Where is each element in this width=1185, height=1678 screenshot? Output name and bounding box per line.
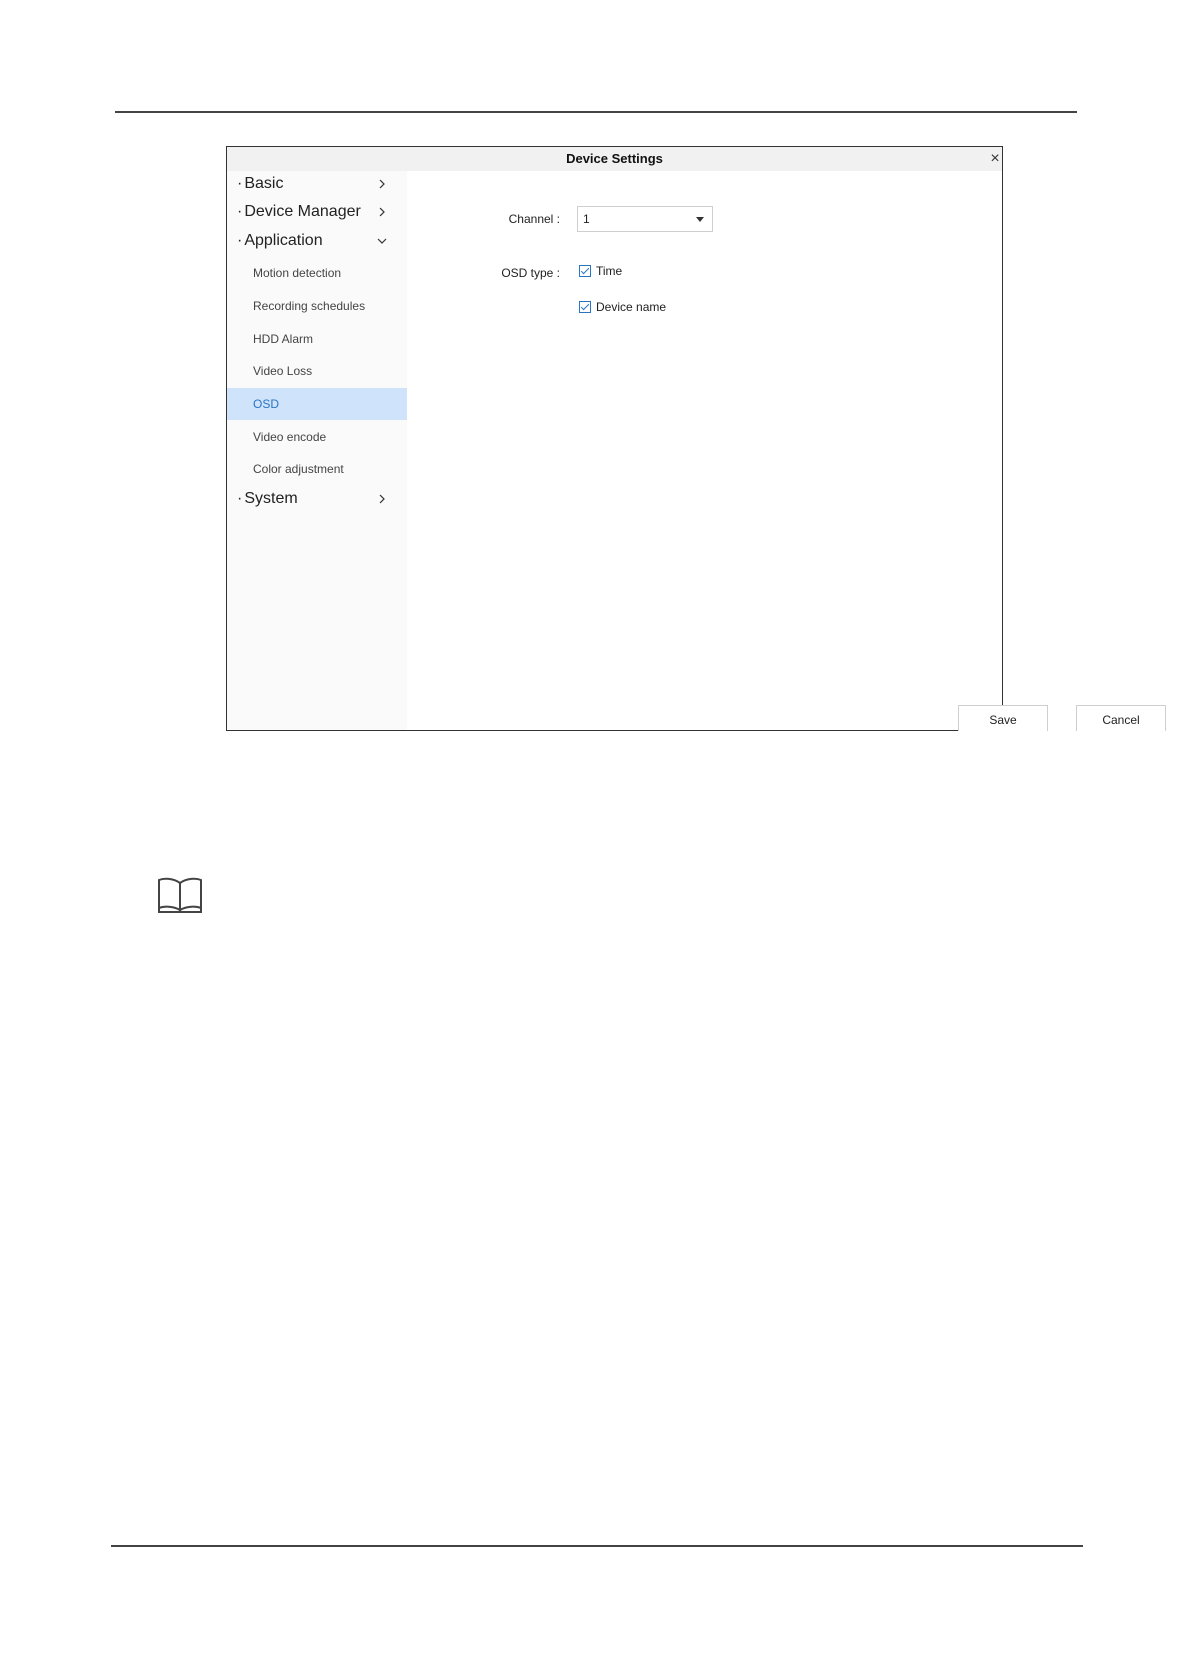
dialog-header	[227, 147, 1002, 171]
channel-select[interactable]	[577, 206, 713, 232]
device-name-checkbox[interactable]	[579, 301, 591, 313]
sidebar-group-label: Application	[244, 232, 323, 249]
dialog-title: Device Settings	[566, 151, 663, 166]
time-checkbox-label: Time	[596, 264, 623, 278]
channel-label: Channel :	[508, 212, 560, 226]
chevron-down-icon	[377, 236, 387, 246]
sidebar-group-system[interactable]: · System	[237, 490, 397, 512]
sidebar-item-motion-detection[interactable]: Motion detection	[253, 266, 342, 280]
osd-option-device-name	[579, 300, 666, 316]
sidebar-group-label: System	[244, 490, 298, 507]
sidebar-group-basic[interactable]: · Basic	[237, 175, 397, 197]
sidebar-item-hdd-alarm[interactable]: HDD Alarm	[253, 332, 314, 346]
save-button[interactable]: Save	[958, 705, 1048, 731]
sidebar-group-application[interactable]: · Application	[237, 232, 397, 254]
page-header-rule	[115, 111, 1077, 113]
osd-option-time	[579, 264, 622, 280]
chevron-right-icon	[377, 207, 387, 217]
sidebar-item-video-encode[interactable]: Video encode	[253, 430, 327, 444]
osd-type-label: OSD type :	[501, 266, 560, 280]
osd-settings-panel	[407, 171, 1140, 730]
close-icon[interactable]: ×	[990, 150, 1000, 167]
sidebar-group-device-manager[interactable]: · Device Manager	[237, 203, 397, 225]
chevron-right-icon	[377, 494, 387, 504]
cancel-button[interactable]: Cancel	[1076, 705, 1166, 731]
time-checkbox[interactable]	[579, 265, 591, 277]
book-icon	[156, 874, 204, 914]
sidebar-group-label: Basic	[244, 175, 284, 192]
sidebar-item-recording-schedules[interactable]: Recording schedules	[253, 299, 366, 313]
caret-down-icon	[696, 217, 704, 222]
sidebar-item-osd[interactable]: OSD	[227, 388, 407, 420]
page-footer-rule	[111, 1545, 1083, 1547]
sidebar-item-video-loss[interactable]: Video Loss	[253, 364, 313, 378]
device-name-checkbox-label: Device name	[596, 300, 667, 314]
sidebar-group-label: Device Manager	[244, 203, 361, 220]
settings-sidebar	[227, 171, 407, 730]
chevron-right-icon	[377, 179, 387, 189]
device-settings-dialog	[226, 146, 1140, 731]
channel-select-value: 1	[583, 212, 590, 226]
sidebar-item-color-adjustment[interactable]: Color adjustment	[253, 462, 344, 476]
